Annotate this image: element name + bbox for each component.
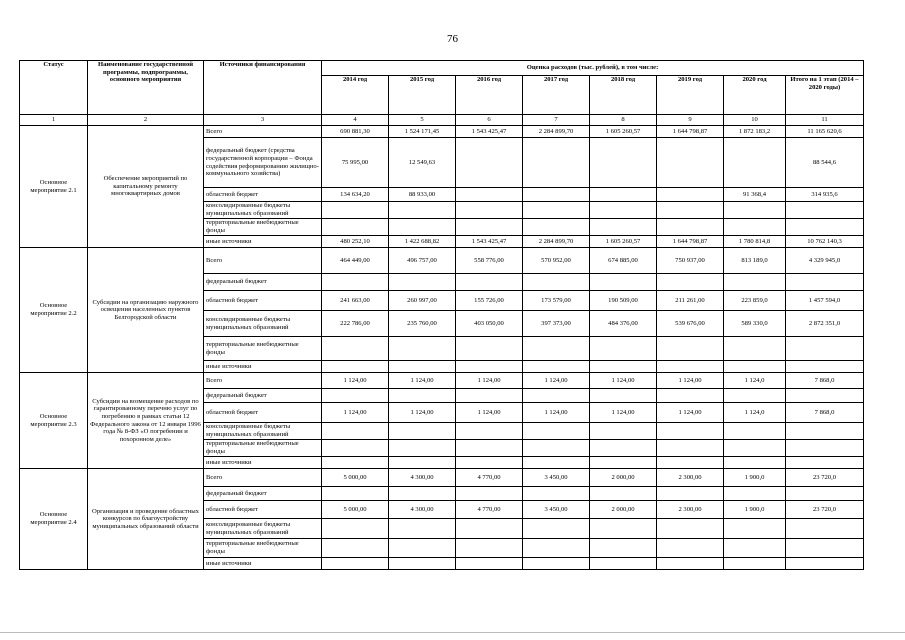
value-cell (724, 539, 786, 558)
value-cell: 2 284 899,70 (523, 236, 590, 248)
value-cell: 750 937,00 (657, 248, 724, 274)
value-cell (657, 337, 724, 361)
value-cell: 2 300,00 (657, 501, 724, 519)
value-cell (389, 457, 456, 469)
value-cell (456, 188, 523, 202)
value-cell (657, 558, 724, 570)
value-cell (590, 188, 657, 202)
value-cell: 1 780 814,8 (724, 236, 786, 248)
value-cell (657, 519, 724, 539)
value-cell (724, 138, 786, 188)
measure-status: Основное мероприятие 2.4 (20, 469, 88, 570)
value-cell (724, 487, 786, 501)
value-cell: 1 124,00 (456, 403, 523, 423)
value-cell: 1 644 798,87 (657, 236, 724, 248)
total-cell (786, 457, 864, 469)
value-cell (389, 558, 456, 570)
value-cell (590, 202, 657, 219)
value-cell: 496 757,00 (389, 248, 456, 274)
header-name: Наименование государственной программы, подпрограммы, основного мероприятия (88, 61, 204, 115)
value-cell: 1 524 171,45 (389, 126, 456, 138)
header-year: 2014 год (322, 76, 389, 115)
value-cell (389, 389, 456, 403)
value-cell (657, 457, 724, 469)
value-cell (322, 558, 389, 570)
column-number: 4 (322, 115, 389, 126)
value-cell: 1 124,00 (322, 373, 389, 389)
value-cell: 1 124,0 (724, 403, 786, 423)
value-cell (657, 539, 724, 558)
total-cell: 2 872 351,0 (786, 311, 864, 337)
total-cell: 314 935,6 (786, 188, 864, 202)
value-cell (322, 274, 389, 291)
value-cell (456, 274, 523, 291)
value-cell: 260 997,00 (389, 291, 456, 311)
funding-source: областной бюджет (204, 291, 322, 311)
page-edge-line (0, 632, 905, 633)
value-cell: 690 881,30 (322, 126, 389, 138)
total-cell: 7 868,0 (786, 403, 864, 423)
measure-status: Основное мероприятие 2.1 (20, 126, 88, 248)
measure-name: Субсидии на возмещение расходов по гарантированному перечню услуг по погребению в рамках статьи 12 Федерального закона от 12 января 1996 года № 8-ФЗ «О погребении и похоронном деле» (88, 373, 204, 469)
value-cell (322, 389, 389, 403)
value-cell: 1 124,00 (456, 373, 523, 389)
value-cell: 5 000,00 (322, 501, 389, 519)
header-year: 2015 год (389, 76, 456, 115)
header-total: Итого на 1 этап (2014 – 2020 годы) (786, 76, 864, 115)
value-cell (322, 539, 389, 558)
value-cell (456, 440, 523, 457)
value-cell: 1 124,00 (389, 403, 456, 423)
table-row (20, 373, 864, 389)
value-cell: 484 376,00 (590, 311, 657, 337)
value-cell (657, 219, 724, 236)
value-cell: 570 952,00 (523, 248, 590, 274)
value-cell (456, 487, 523, 501)
value-cell: 190 509,00 (590, 291, 657, 311)
value-cell (724, 337, 786, 361)
value-cell: 1 422 688,82 (389, 236, 456, 248)
total-cell: 11 165 620,6 (786, 126, 864, 138)
value-cell: 1 543 425,47 (456, 126, 523, 138)
total-cell: 1 457 594,0 (786, 291, 864, 311)
measure-status: Основное мероприятие 2.3 (20, 373, 88, 469)
value-cell (590, 440, 657, 457)
value-cell: 211 261,00 (657, 291, 724, 311)
value-cell (322, 219, 389, 236)
value-cell: 4 300,00 (389, 501, 456, 519)
funding-source: федеральный бюджет (204, 487, 322, 501)
value-cell (657, 423, 724, 440)
value-cell: 241 663,00 (322, 291, 389, 311)
value-cell: 173 579,00 (523, 291, 590, 311)
value-cell: 1 124,00 (590, 403, 657, 423)
column-number: 11 (786, 115, 864, 126)
value-cell (389, 440, 456, 457)
value-cell (523, 423, 590, 440)
total-cell: 23 720,0 (786, 469, 864, 487)
column-number: 8 (590, 115, 657, 126)
value-cell (523, 558, 590, 570)
funding-source: территориальные внебюджетные фонды (204, 539, 322, 558)
measure-name: Субсидии на организацию наружного освещения населенных пунктов Белгородской области (88, 248, 204, 373)
value-cell: 1 605 260,57 (590, 126, 657, 138)
value-cell: 12 549,63 (389, 138, 456, 188)
value-cell (523, 138, 590, 188)
value-cell: 1 124,00 (590, 373, 657, 389)
funding-source: иные источники (204, 361, 322, 373)
value-cell (724, 389, 786, 403)
header-year: 2018 год (590, 76, 657, 115)
value-cell (657, 389, 724, 403)
total-cell (786, 487, 864, 501)
value-cell (523, 202, 590, 219)
total-cell (786, 519, 864, 539)
value-cell (456, 558, 523, 570)
value-cell (590, 539, 657, 558)
value-cell (389, 519, 456, 539)
value-cell (322, 440, 389, 457)
total-cell: 4 329 945,0 (786, 248, 864, 274)
value-cell (724, 274, 786, 291)
value-cell (590, 138, 657, 188)
total-cell (786, 440, 864, 457)
funding-source: иные источники (204, 457, 322, 469)
value-cell: 1 124,00 (523, 373, 590, 389)
total-cell: 10 762 140,3 (786, 236, 864, 248)
value-cell: 222 786,00 (322, 311, 389, 337)
value-cell (590, 337, 657, 361)
value-cell: 558 776,00 (456, 248, 523, 274)
value-cell: 1 605 260,57 (590, 236, 657, 248)
value-cell (590, 361, 657, 373)
value-cell: 4 770,00 (456, 469, 523, 487)
value-cell (456, 219, 523, 236)
funding-source: областной бюджет (204, 188, 322, 202)
value-cell: 5 000,00 (322, 469, 389, 487)
column-number: 9 (657, 115, 724, 126)
column-number: 2 (88, 115, 204, 126)
total-cell (786, 274, 864, 291)
value-cell: 1 872 183,2 (724, 126, 786, 138)
value-cell: 480 252,10 (322, 236, 389, 248)
funding-source: консолидированные бюджеты муниципальных образований (204, 311, 322, 337)
total-cell (786, 423, 864, 440)
value-cell (724, 457, 786, 469)
funding-source: территориальные внебюджетные фонды (204, 440, 322, 457)
value-cell (724, 440, 786, 457)
funding-source: иные источники (204, 558, 322, 570)
value-cell: 1 124,00 (322, 403, 389, 423)
value-cell: 1 124,00 (389, 373, 456, 389)
value-cell: 464 449,00 (322, 248, 389, 274)
value-cell (724, 519, 786, 539)
value-cell (523, 539, 590, 558)
value-cell (456, 361, 523, 373)
column-number: 6 (456, 115, 523, 126)
total-cell (786, 558, 864, 570)
value-cell (523, 219, 590, 236)
table-row (20, 469, 864, 487)
header-status: Статус (20, 61, 88, 115)
value-cell (590, 389, 657, 403)
total-cell: 88 544,6 (786, 138, 864, 188)
value-cell: 2 284 899,70 (523, 126, 590, 138)
column-number: 5 (389, 115, 456, 126)
value-cell (523, 389, 590, 403)
value-cell (456, 539, 523, 558)
funding-source: иные источники (204, 236, 322, 248)
column-number: 7 (523, 115, 590, 126)
value-cell: 235 760,00 (389, 311, 456, 337)
value-cell (657, 138, 724, 188)
funding-source: федеральный бюджет (204, 389, 322, 403)
value-cell (322, 487, 389, 501)
value-cell (523, 457, 590, 469)
value-cell: 1 124,00 (657, 403, 724, 423)
value-cell (523, 337, 590, 361)
value-cell (322, 423, 389, 440)
value-cell: 674 885,00 (590, 248, 657, 274)
value-cell (657, 361, 724, 373)
header-sources: Источники финансирования (204, 61, 322, 115)
value-cell (657, 202, 724, 219)
budget-body (20, 126, 864, 570)
value-cell: 539 676,00 (657, 311, 724, 337)
value-cell: 223 859,0 (724, 291, 786, 311)
column-number: 10 (724, 115, 786, 126)
value-cell: 4 770,00 (456, 501, 523, 519)
value-cell (724, 219, 786, 236)
value-cell (724, 361, 786, 373)
value-cell: 813 189,0 (724, 248, 786, 274)
value-cell: 403 050,00 (456, 311, 523, 337)
total-cell: 7 868,0 (786, 373, 864, 389)
total-cell (786, 219, 864, 236)
value-cell (523, 440, 590, 457)
value-cell: 88 933,00 (389, 188, 456, 202)
value-cell (657, 188, 724, 202)
value-cell (523, 274, 590, 291)
funding-source: Всего (204, 469, 322, 487)
value-cell: 155 726,00 (456, 291, 523, 311)
value-cell (322, 337, 389, 361)
value-cell (389, 202, 456, 219)
value-cell (389, 274, 456, 291)
funding-source: консолидированные бюджеты муниципальных образований (204, 519, 322, 539)
value-cell: 397 373,00 (523, 311, 590, 337)
value-cell (657, 487, 724, 501)
value-cell (523, 361, 590, 373)
value-cell (322, 457, 389, 469)
value-cell: 1 124,0 (724, 373, 786, 389)
funding-source: областной бюджет (204, 403, 322, 423)
page-number: 76 (447, 33, 458, 45)
total-cell (786, 361, 864, 373)
value-cell (456, 138, 523, 188)
funding-source: территориальные внебюджетные фонды (204, 219, 322, 236)
total-cell (786, 337, 864, 361)
value-cell: 134 634,20 (322, 188, 389, 202)
header-year: 2020 год (724, 76, 786, 115)
value-cell: 2 000,00 (590, 501, 657, 519)
value-cell (590, 558, 657, 570)
value-cell (657, 440, 724, 457)
total-cell (786, 202, 864, 219)
budget-table (19, 60, 864, 570)
value-cell (389, 337, 456, 361)
value-cell (389, 361, 456, 373)
value-cell (389, 423, 456, 440)
value-cell (456, 389, 523, 403)
column-number: 1 (20, 115, 88, 126)
value-cell: 1 900,0 (724, 501, 786, 519)
value-cell (456, 423, 523, 440)
measure-name: Организация и проведение областных конкурсов по благоустройству муниципальных образований области (88, 469, 204, 570)
funding-source: федеральный бюджет (средства государственной корпорации – Фонда содействия реформированию жилищно-коммунального хозяйства) (204, 138, 322, 188)
value-cell (456, 202, 523, 219)
column-number: 3 (204, 115, 322, 126)
value-cell (590, 423, 657, 440)
value-cell: 75 995,00 (322, 138, 389, 188)
value-cell: 91 368,4 (724, 188, 786, 202)
value-cell (590, 457, 657, 469)
value-cell (590, 519, 657, 539)
value-cell: 1 900,0 (724, 469, 786, 487)
funding-source: территориальные внебюджетные фонды (204, 337, 322, 361)
value-cell (389, 219, 456, 236)
table-row (20, 126, 864, 138)
total-cell (786, 539, 864, 558)
value-cell (456, 519, 523, 539)
value-cell: 3 450,00 (523, 501, 590, 519)
value-cell (456, 337, 523, 361)
table-row (20, 248, 864, 274)
value-cell: 1 124,00 (657, 373, 724, 389)
funding-source: консолидированные бюджеты муниципальных образований (204, 202, 322, 219)
measure-status: Основное мероприятие 2.2 (20, 248, 88, 373)
value-cell: 4 300,00 (389, 469, 456, 487)
header-year: 2019 год (657, 76, 724, 115)
value-cell (389, 487, 456, 501)
funding-source: консолидированные бюджеты муниципальных образований (204, 423, 322, 440)
funding-source: Всего (204, 373, 322, 389)
total-cell (786, 389, 864, 403)
value-cell: 1 543 425,47 (456, 236, 523, 248)
value-cell: 1 124,00 (523, 403, 590, 423)
value-cell: 589 330,0 (724, 311, 786, 337)
header-year: 2017 год (523, 76, 590, 115)
value-cell (322, 519, 389, 539)
value-cell (523, 519, 590, 539)
value-cell (523, 188, 590, 202)
total-cell: 23 720,0 (786, 501, 864, 519)
value-cell (590, 219, 657, 236)
header-costs: Оценка расходов (тыс. рублей), в том числе: (322, 61, 864, 76)
value-cell (724, 558, 786, 570)
funding-source: Всего (204, 126, 322, 138)
value-cell (389, 539, 456, 558)
value-cell (724, 202, 786, 219)
value-cell: 3 450,00 (523, 469, 590, 487)
value-cell (590, 274, 657, 291)
value-cell (724, 423, 786, 440)
value-cell: 2 300,00 (657, 469, 724, 487)
header-year: 2016 год (456, 76, 523, 115)
value-cell: 1 644 798,87 (657, 126, 724, 138)
value-cell (657, 274, 724, 291)
value-cell (322, 361, 389, 373)
funding-source: областной бюджет (204, 501, 322, 519)
value-cell (523, 487, 590, 501)
value-cell (590, 487, 657, 501)
value-cell (456, 457, 523, 469)
measure-name: Обеспечение мероприятий по капитальному ремонту многоквартирных домов (88, 126, 204, 248)
value-cell (322, 202, 389, 219)
funding-source: федеральный бюджет (204, 274, 322, 291)
value-cell: 2 000,00 (590, 469, 657, 487)
funding-source: Всего (204, 248, 322, 274)
